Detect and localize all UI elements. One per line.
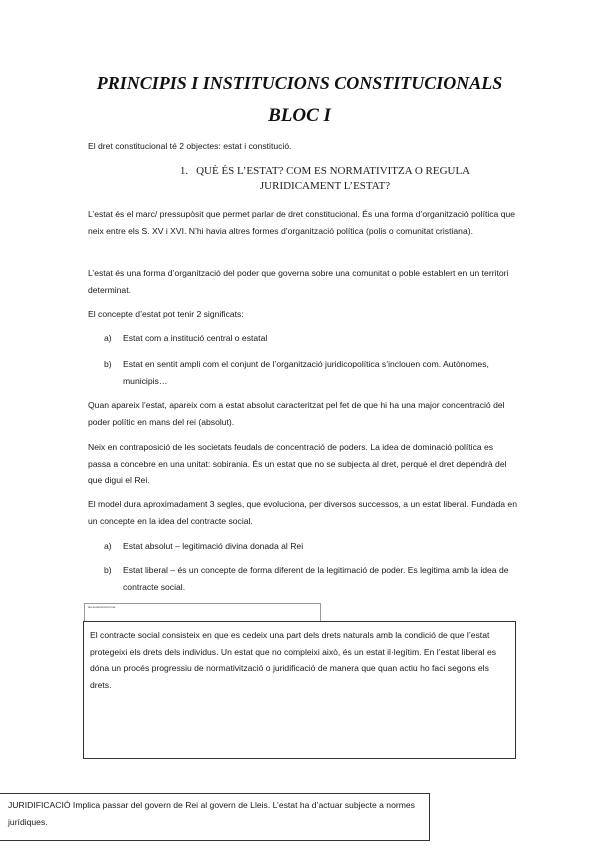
annotation-frame-label: Ha autenticat la línia bbox=[88, 605, 116, 609]
juridification-term: JURIDIFICACIÓ bbox=[8, 800, 71, 810]
social-contract-text: El contracte social consisteix en que es cedeix una part dels drets naturals amb la condició de que l’estat protegeixi els drets dels individus. Un estat que no compleixi això, és un estat il·legítim. En l’estat liberal es dóna un procés progressiu de normativització o juridificació de manera que quan actiu ho faci segons els drets. bbox=[90, 630, 497, 690]
intro-paragraph: El dret constitucional té 2 objectes: estat i constitució. bbox=[88, 141, 292, 151]
document-title: PRINCIPIS I INSTITUCIONS CONSTITUCIONALS bbox=[96, 73, 503, 93]
list-marker: b) bbox=[104, 565, 112, 575]
paragraph: El concepte d’estat pot tenir 2 significats: bbox=[88, 309, 244, 319]
list-item-text: Estat absolut – legitimació divina donada al Rei bbox=[123, 541, 304, 551]
social-contract-box bbox=[83, 621, 516, 759]
list-item-text: Estat com a institució central o estatal bbox=[123, 333, 268, 343]
list-item-text: Estat liberal – és un concepte de forma diferent de la legitimació de poder. Es legitima amb la idea de contracte social. bbox=[123, 565, 509, 592]
document-subtitle: BLOC I bbox=[268, 105, 331, 126]
paragraph: L’estat és el marc/ pressupòsit que permet parlar de dret constitucional. És una forma d’organització política que neix entre els S. XV i XVI. N’hi havia altres formes d’organització política (polis o comunitat cristiana). bbox=[88, 209, 516, 236]
paragraph: Quan apareix l’estat, apareix com a estat absolut caracteritzat pel fet de que hi ha una major concentració del poder polític en mans del rei (absolut). bbox=[88, 400, 505, 427]
juridification-box bbox=[0, 793, 430, 841]
list-marker: b) bbox=[104, 359, 112, 369]
paragraph: L’estat és una forma d’organització del poder que governa sobre una comunitat o poble establert en un territori determinat. bbox=[88, 268, 509, 295]
list-marker: a) bbox=[104, 333, 112, 343]
list-item bbox=[104, 538, 514, 555]
section-heading-line-2: JURIDICAMENT L’ESTAT? bbox=[259, 180, 391, 192]
list-item-text: Estat en sentit ampli com el conjunt de l’organització juridicopolítica s’inclouen com. Autònomes, municipis… bbox=[123, 359, 489, 386]
paragraph: Neix en contraposició de les societats feudals de concentració de poders. La idea de dominació política es passa a concebre en una unitat: sobirania. És un estat que no se subjecta al dret, perquè el dret dependrà del que digui el Rei. bbox=[88, 442, 507, 485]
section-heading-line-1: QUÈ ÉS L’ESTAT? COM ES NORMATIVITZA O REGULA bbox=[196, 165, 471, 177]
section-heading bbox=[140, 164, 510, 194]
section-number: 1. bbox=[179, 165, 189, 177]
paragraph: El model dura aproximadament 3 segles, que evoluciona, per diversos successos, a un estat liberal. Fundada en un concepte en la idea del contracte social. bbox=[88, 499, 517, 526]
list-item bbox=[104, 330, 514, 347]
list-marker: a) bbox=[104, 541, 112, 551]
list-item bbox=[104, 356, 514, 389]
list-item bbox=[104, 562, 514, 595]
juridification-text: Implica passar del govern de Rei al govern de Lleis. L’estat ha d’actuar subjecte a normes jurídiques. bbox=[8, 800, 415, 827]
